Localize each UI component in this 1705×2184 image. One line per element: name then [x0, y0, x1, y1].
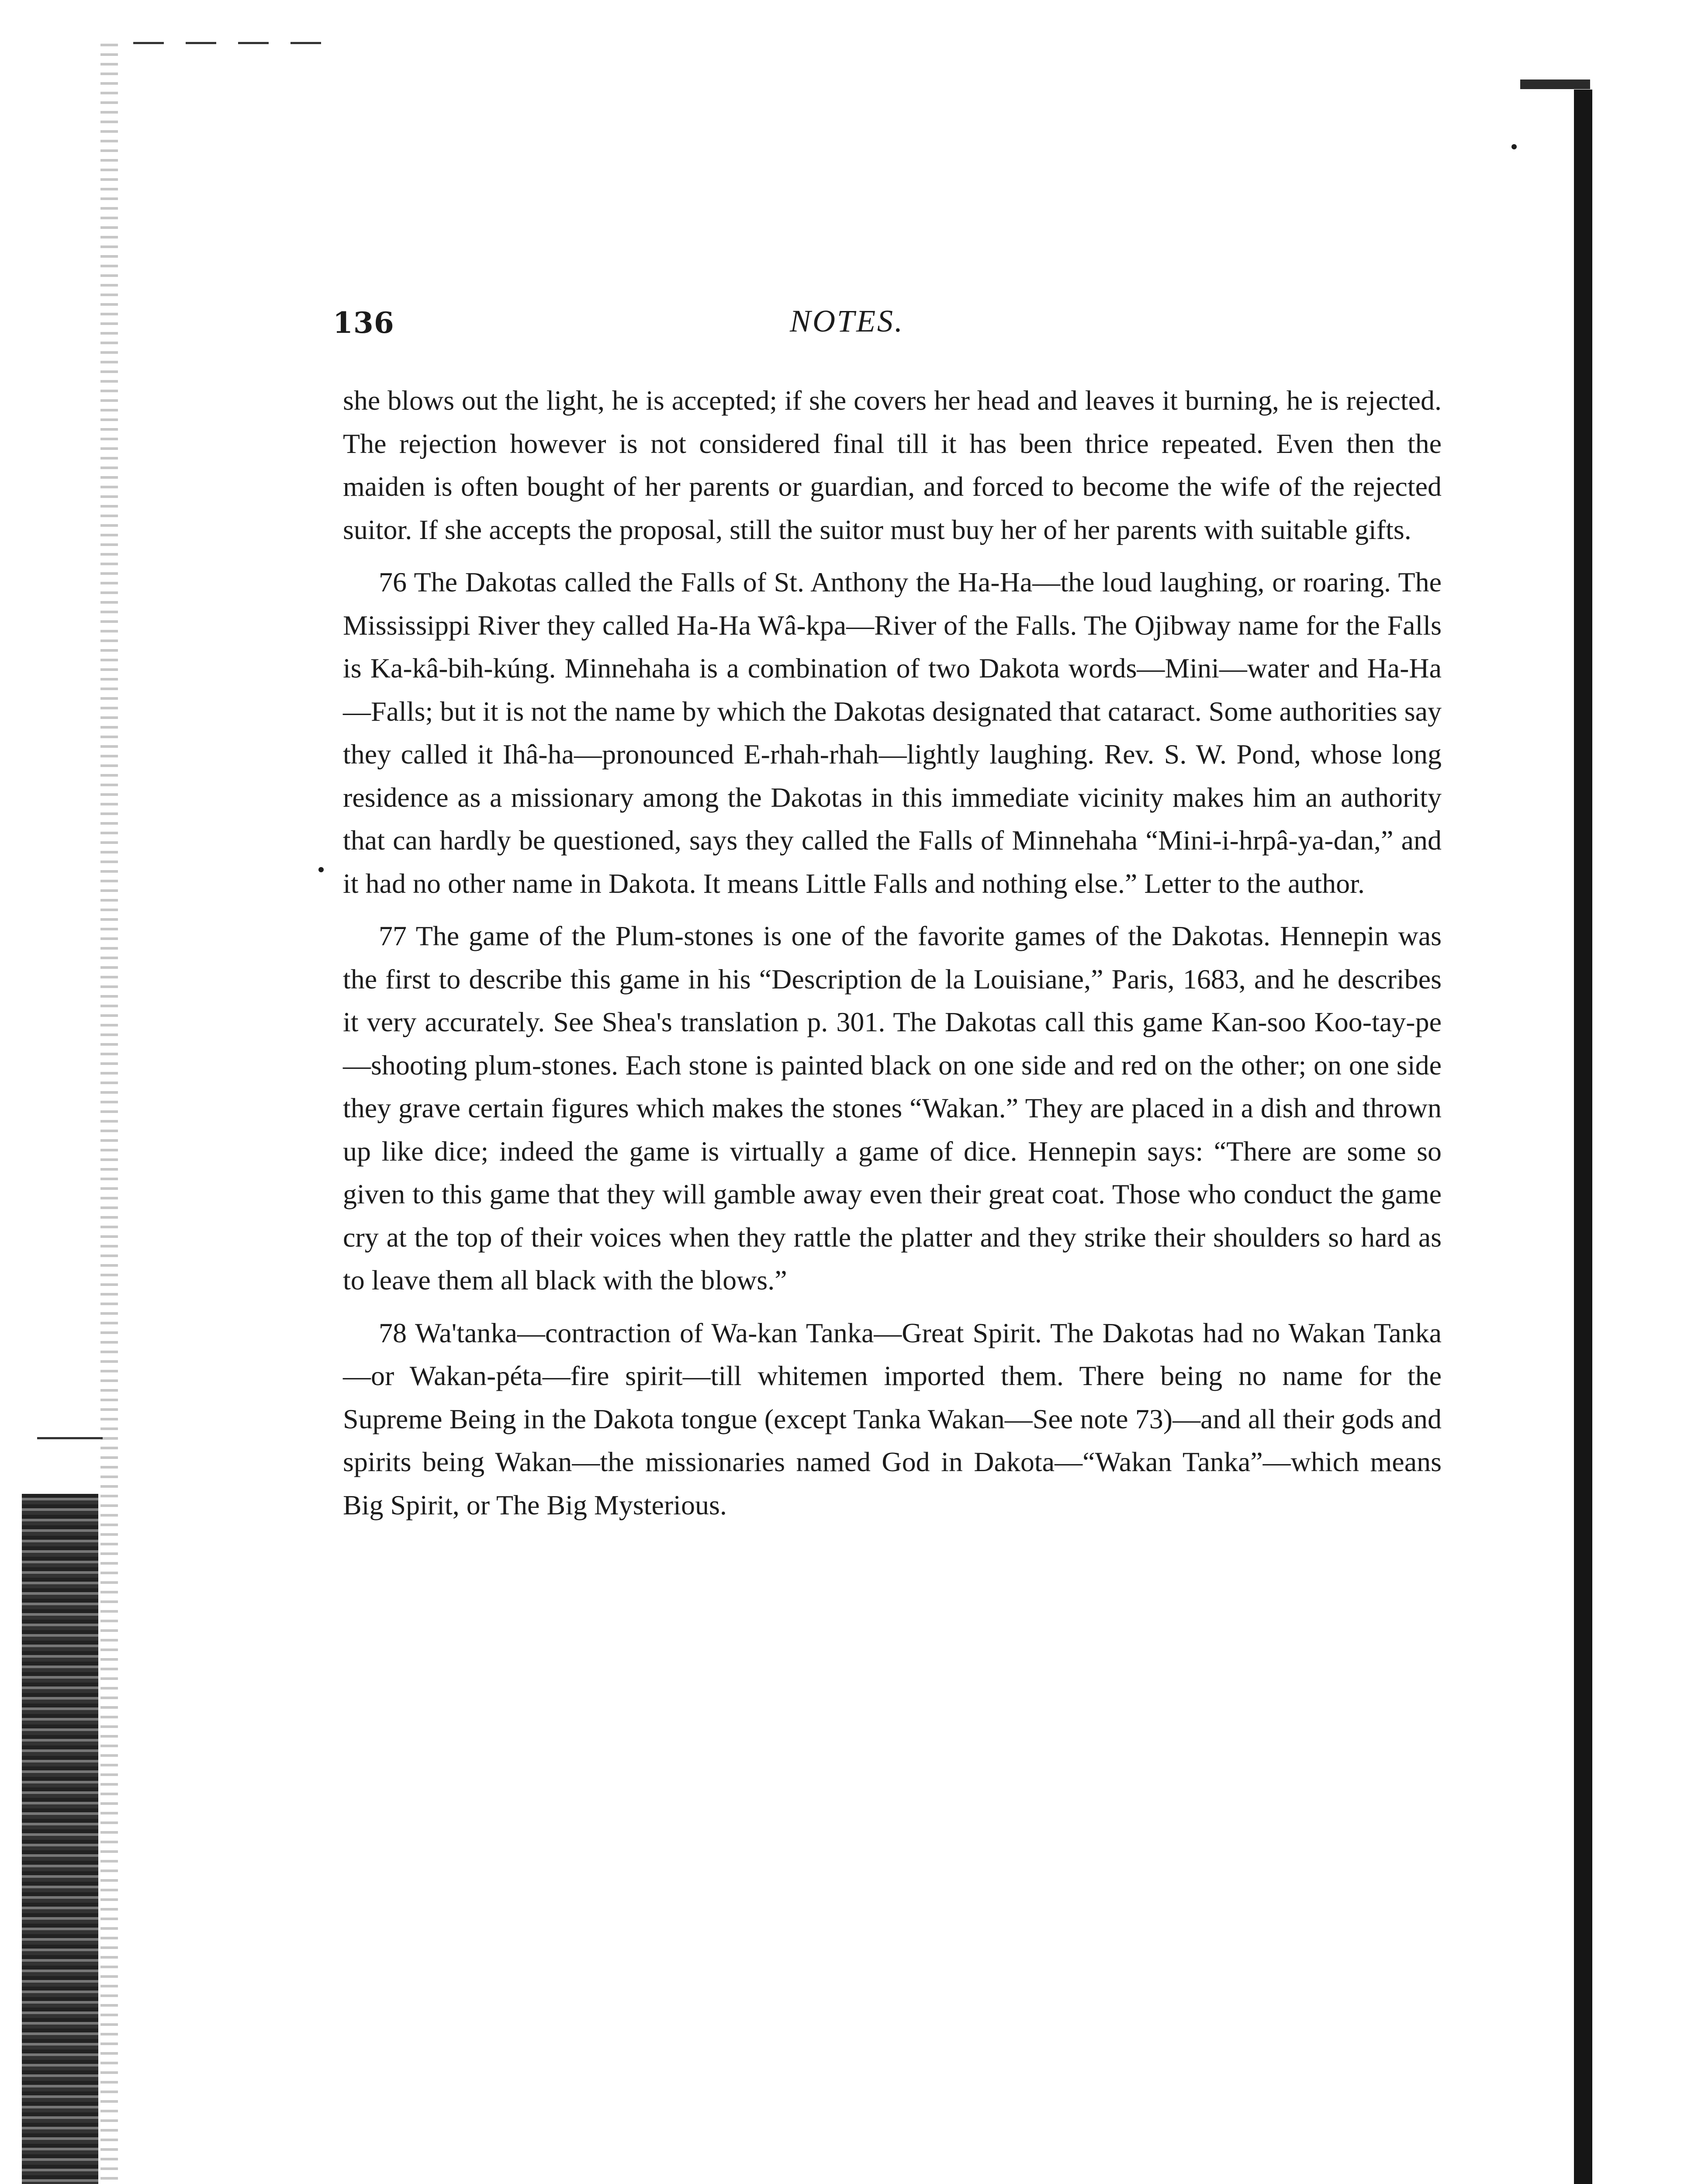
scan-edge-right-top [1520, 79, 1590, 89]
page-body [343, 379, 1442, 1527]
note-number: 78 [379, 1317, 407, 1348]
note-number: 77 [379, 920, 407, 951]
note-number: 76 [379, 567, 407, 598]
scan-speck [318, 867, 324, 872]
note-text: Wa'tanka—contraction of Wa-kan Tanka—Great Spirit. The Dakotas had no Wakan Tanka—or Wakan-péta—fire spirit—till whitemen imported them. There being no name for the Supreme Being in the Dakota tongue (except Tanka Wakan—See note 73)—and all their gods and spirits being Wakan—the missionaries named God in Dakota—“Wakan Tanka”—which means Big Spirit, or The Big Mysterious. [343, 1317, 1442, 1521]
page-number: 136 [333, 306, 394, 340]
paragraph-continued [343, 379, 1442, 551]
running-head: NOTES. [790, 304, 905, 339]
scan-artifact-top [133, 42, 339, 44]
scan-speck [1511, 144, 1517, 149]
scan-edge-mark [37, 1437, 103, 1439]
scan-edge-shadow [22, 1494, 98, 2184]
note-text: The Dakotas called the Falls of St. Anthony the Ha-Ha—the loud laughing, or roaring. The Mississippi River they called Ha-Ha Wâ-kpa—River of the Falls. The Ojibway name for the Falls is Ka-kâ-bih-kúng. Minnehaha is a combination of two Dakota words—Mini—water and Ha-Ha—Falls; but it is not the name by which the Dakotas designated that cataract. Some authorities say they called it Ihâ-ha—pronounced E-rhah-rhah—lightly laughing. Rev. S. W. Pond, whose long residence as a missionary among the Dakotas in this immediate vicinity makes him an authority that can hardly be questioned, says they called the Falls of Minnehaha “Mini-i-hrpâ-ya-dan,” and it had no other name in Dakota. It means Little Falls and nothing else.” Letter to the author. [343, 567, 1442, 899]
scan-edge-left [100, 44, 118, 2184]
paragraph-text: she blows out the light, he is accepted; if she covers her head and leaves it burning, he is rejected. The rejection however is not considered final till it has been thrice repeated. Even then the maiden is often bought of her parents or guardian, and forced to become the wife of the rejected suitor. If she accepts the proposal, still the suitor must buy her of her parents with suitable gifts. [343, 385, 1442, 545]
scan-edge-right [1574, 90, 1592, 2184]
note-77 [343, 915, 1442, 1302]
note-text: The game of the Plum-stones is one of the favorite games of the Dakotas. Hennepin was the first to describe this game in his “Description de la Louisiane,” Paris, 1683, and he describes it very accurately. See Shea's translation p. 301. The Dakotas call this game Kan-soo Koo-tay-pe—shooting plum-stones. Each stone is painted black on one side and red on the other; on one side they grave certain figures which makes the stones “Wakan.” They are placed in a dish and thrown up like dice; indeed the game is virtually a game of dice. Hennepin says: “There are some so given to this game that they will gamble away even their great coat. Those who conduct the game cry at the top of their voices when they rattle the platter and they strike their shoulders so hard as to leave them all black with the blows.” [343, 920, 1442, 1296]
note-78 [343, 1312, 1442, 1527]
note-76 [343, 561, 1442, 905]
